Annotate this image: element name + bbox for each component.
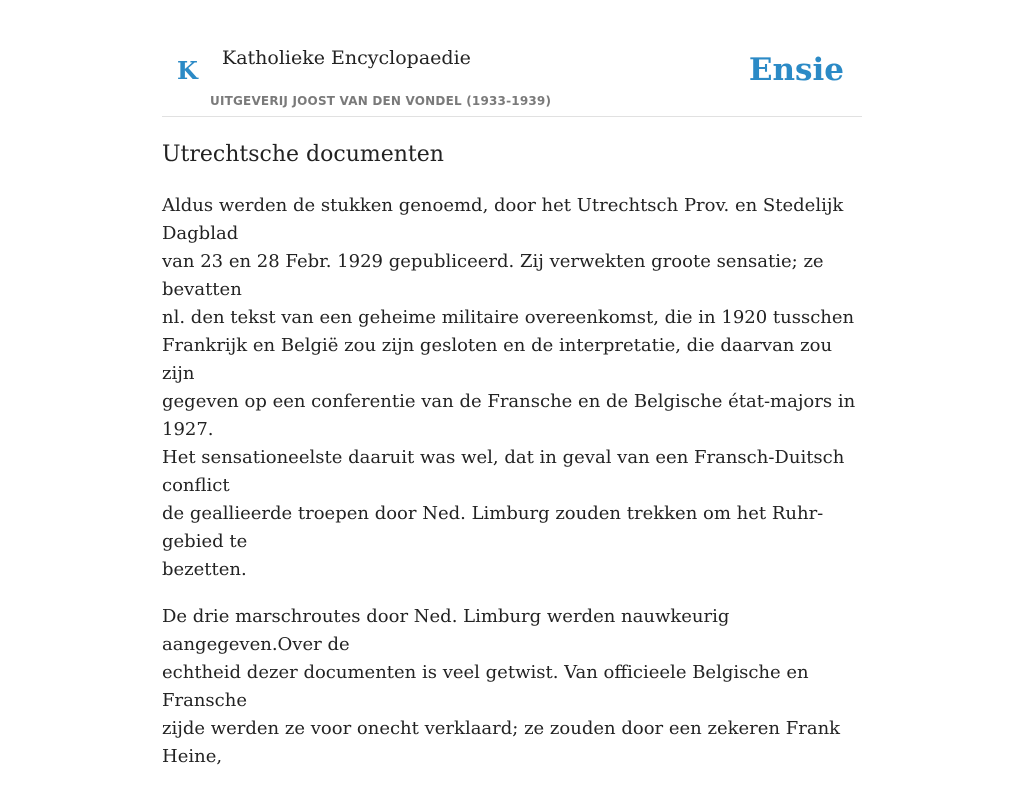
article-title: Utrechtsche documenten [162,142,444,167]
article-paragraph: Aldus werden de stukken genoemd, door het Utrechtsch Prov. en Stedelijk Dagblad van 23 en 28 Febr. 1929 gepubliceerd. Zij verwekten groote sensatie; ze bevatten nl. den tekst van een geheime militaire overeenkomst, die in 1920 tusschen Frankrijk en België zou zijn gesloten en de interpretatie, die daarvan zou zijn gegeven op een conferentie van de Fransche en de Belgische état-majors in 1927. Het sensationeelste daaruit was wel, dat in geval van een Fransch-Duitsch conflict de geallieerde troepen door Ned. Limburg zouden trekken om het Ruhr-gebied te bezetten. [162,195,856,580]
site-header [162,0,862,117]
publisher-label: UITGEVERIJ JOOST VAN DEN VONDEL (1933-1939) [210,94,552,108]
article-body [162,192,862,790]
book-title-link[interactable]: Katholieke Encyclopaedie [222,47,471,69]
article-paragraph: De drie marschroutes door Ned. Limburg werden nauwkeurig aangegeven.Over de echtheid dezer documenten is veel getwist. Van officieele Belgische en Fransche zijde werden ze voor onecht verklaard; ze zouden door een zekeren Frank Heine, [162,606,841,767]
encyclopedia-logo-icon[interactable]: K [177,56,198,85]
ensie-home-link[interactable]: Ensie [748,52,844,88]
